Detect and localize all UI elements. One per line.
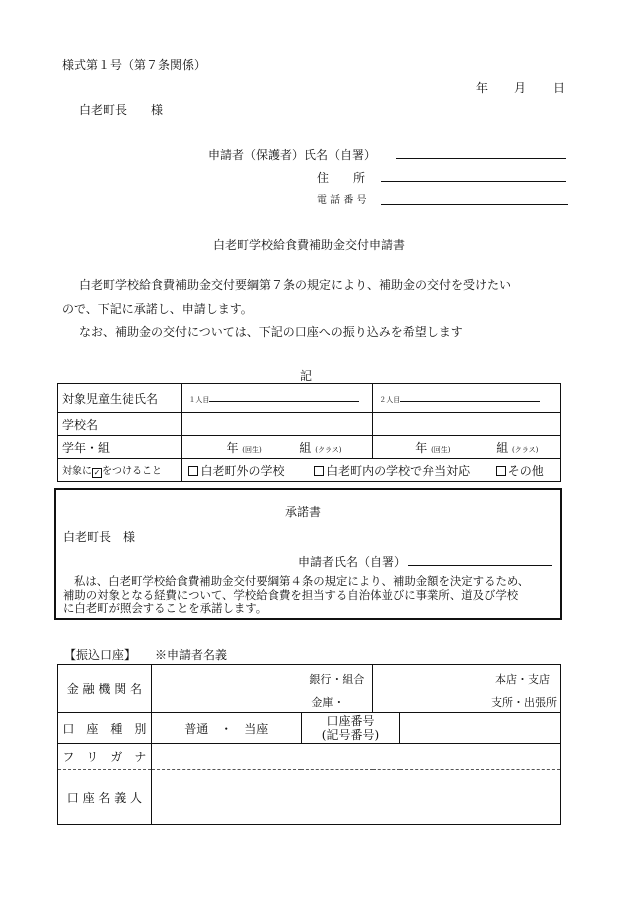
applicant-address-label: 住 所 bbox=[317, 171, 366, 185]
account-type-label: 口 座 種 別 bbox=[58, 713, 152, 744]
branch-cell[interactable] bbox=[373, 665, 561, 713]
option-bento-label: 白老町内の学校で弁当対応 bbox=[326, 463, 471, 478]
student-name-cell-1[interactable] bbox=[182, 384, 373, 413]
applicant-address-line[interactable] bbox=[381, 181, 566, 182]
form-number: 様式第１号（第７条関係） bbox=[62, 58, 207, 72]
applicant-name-line[interactable] bbox=[396, 158, 566, 159]
nen-1: 年 bbox=[226, 440, 239, 455]
consent-text-1: 私は、白老町学校給食費補助金交付要綱第４条の規定により、補助金額を決定するため、 bbox=[74, 574, 530, 588]
student-name-row bbox=[58, 384, 561, 413]
student-name-label: 対象児童生徒氏名 bbox=[58, 384, 182, 413]
kumi-2: 組 bbox=[496, 440, 509, 455]
holder-cell[interactable] bbox=[151, 770, 560, 825]
check-label-pre: 対象に bbox=[62, 466, 92, 477]
bank-note: ※申請者名義 bbox=[155, 648, 228, 662]
kaisei-1: (回生) bbox=[242, 445, 262, 454]
checkbox-icon bbox=[496, 466, 506, 476]
consent-addressee: 白老町長 様 bbox=[63, 530, 136, 544]
grade-cell-2[interactable] bbox=[373, 436, 561, 459]
option-other[interactable] bbox=[496, 464, 544, 478]
option-other-label: その他 bbox=[507, 463, 544, 478]
applicant-name-label: 申請者（保護者）氏名（自署） bbox=[208, 148, 377, 162]
option-outside-label: 白老町外の学校 bbox=[200, 463, 285, 478]
consent-name-line[interactable] bbox=[408, 565, 552, 566]
grade-label: 学年・組 bbox=[58, 436, 182, 459]
body-line-1: 白老町学校給食費補助金交付要綱第７条の規定により、補助金の交付を受けたい bbox=[79, 278, 512, 292]
class-2: (クラス) bbox=[512, 445, 539, 454]
grade-cell-1[interactable] bbox=[182, 436, 373, 459]
account-type-options[interactable]: 普通 ・ 当座 bbox=[151, 713, 301, 744]
person-1-label: １人目 bbox=[188, 396, 210, 404]
account-no-label bbox=[301, 713, 400, 744]
school-cell-2[interactable] bbox=[373, 413, 561, 436]
student-name-cell-2[interactable] bbox=[373, 384, 561, 413]
bank-table bbox=[57, 664, 561, 825]
option-bento[interactable] bbox=[314, 464, 470, 478]
applicant-phone-label: 電 話 番 号 bbox=[317, 195, 367, 206]
institution-label: 金 融 機 関 名 bbox=[58, 665, 152, 713]
consent-text-2: 補助の対象となる経費について、学校給食費を担当する自治体並びに事業所、道及び学校 bbox=[63, 588, 519, 602]
account-type-row bbox=[58, 713, 561, 744]
shinkin-label: 金庫・ bbox=[311, 696, 345, 709]
option-outside-school[interactable] bbox=[188, 464, 284, 478]
school-cell-1[interactable] bbox=[182, 413, 373, 436]
account-no-title: 口座番号 bbox=[326, 714, 375, 728]
date-month: 月 bbox=[514, 81, 527, 95]
furigana-row bbox=[58, 744, 561, 770]
addressee: 白老町長 様 bbox=[79, 103, 164, 117]
checked-box-icon: ✓ bbox=[93, 468, 101, 477]
class-1: (クラス) bbox=[315, 445, 342, 454]
branch-main-label: 本店・支店 bbox=[495, 673, 550, 686]
student-table bbox=[57, 383, 561, 482]
consent-title: 承諾書 bbox=[285, 505, 322, 519]
check-label-post: をつけること bbox=[102, 466, 162, 477]
branch-sub-label: 支所・出張所 bbox=[491, 696, 557, 709]
body-line-3: なお、補助金の交付については、下記の口座への振り込みを希望します bbox=[79, 325, 463, 339]
institution-name-cell[interactable] bbox=[151, 665, 373, 713]
date-year: 年 bbox=[476, 81, 489, 95]
bank-header-label: 【振込口座】 bbox=[64, 648, 137, 662]
ki-heading: 記 bbox=[300, 369, 313, 383]
bank-union-label: 銀行・組合 bbox=[309, 673, 365, 686]
person-2-label: ２人目 bbox=[379, 396, 401, 404]
body-line-2: ので、下記に承諾し、申請します。 bbox=[62, 302, 253, 316]
furigana-label: フ リ ガ ナ bbox=[58, 744, 152, 770]
grade-row bbox=[58, 436, 561, 459]
holder-row bbox=[58, 770, 561, 825]
document-title: 白老町学校給食費補助金交付申請書 bbox=[213, 238, 406, 252]
nen-2: 年 bbox=[415, 440, 428, 455]
kumi-1: 組 bbox=[299, 440, 312, 455]
check-row bbox=[58, 459, 561, 482]
institution-row bbox=[58, 665, 561, 713]
consent-text-3: に白老町が照会することを承諾します。 bbox=[63, 601, 268, 615]
account-no-sub: (記号番号) bbox=[321, 728, 380, 742]
consent-name-label: 申請者氏名（自署） bbox=[298, 555, 407, 569]
kaisei-2: (回生) bbox=[431, 445, 451, 454]
consent-box bbox=[54, 488, 562, 620]
checkbox-icon bbox=[314, 466, 324, 476]
holder-label: 口 座 名 義 人 bbox=[58, 770, 152, 825]
check-options bbox=[182, 459, 561, 482]
applicant-phone-line[interactable] bbox=[381, 204, 568, 205]
furigana-cell[interactable] bbox=[151, 744, 560, 770]
account-no-cell[interactable] bbox=[400, 713, 561, 744]
date-day: 日 bbox=[553, 81, 566, 95]
check-instruction bbox=[58, 459, 182, 482]
school-label: 学校名 bbox=[58, 413, 182, 436]
checkbox-icon bbox=[188, 466, 198, 476]
school-row bbox=[58, 413, 561, 436]
